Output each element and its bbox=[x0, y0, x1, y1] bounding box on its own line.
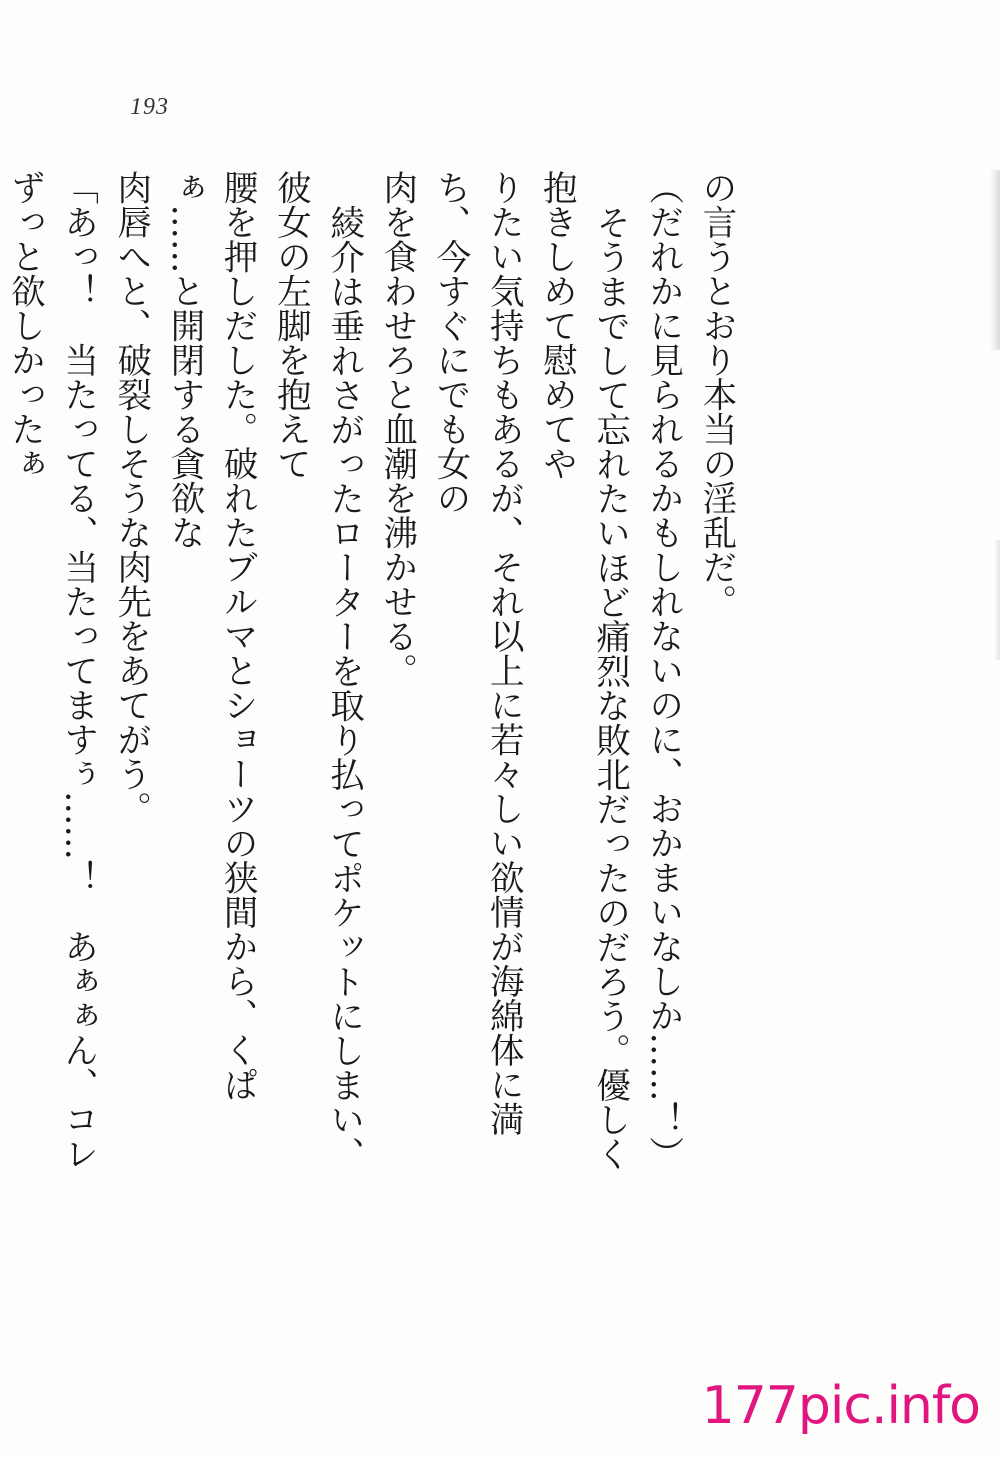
text-line: 腰を押しだした。破れたブルマとショーツの狭間から、くぱぁ……と開閉する貪欲な bbox=[163, 170, 258, 1102]
text-line: 肉を食わせろと血潮を沸かせる。 bbox=[376, 170, 417, 688]
text-line: りたい気持ちもあるが、それ以上に若々しい欲情が海綿体に満ち、今すぐにでも女の bbox=[429, 170, 524, 1136]
body-text bbox=[0, 170, 742, 1180]
page-edge-shadow bbox=[990, 170, 1000, 350]
text-line: 綾介は垂れさがったローターを取り払ってポケットにしまい、彼女の左脚を抱えて bbox=[270, 170, 364, 1171]
watermark-text: 177pic.info bbox=[701, 1376, 980, 1436]
text-line: 「あっ！ 当たってる、当たってますぅ……！ あぁぁん、コレずっと欲しかったぁ bbox=[4, 170, 98, 1171]
text-line: 肉唇へと、破裂しそうな肉先をあてがう。 bbox=[110, 170, 151, 826]
text-line: そうまでして忘れたいほど痛烈な敗北だったのだろう。優しく抱きしめて慰めてや bbox=[536, 170, 630, 1171]
page-edge-shadow bbox=[994, 540, 1000, 660]
page-number: 193 bbox=[130, 94, 169, 120]
text-line: （だれかに見られるかもしれないのに、おかまいなしか……！） bbox=[642, 170, 683, 1171]
text-line: の言うとおり本当の淫乱だ。 bbox=[696, 170, 736, 619]
